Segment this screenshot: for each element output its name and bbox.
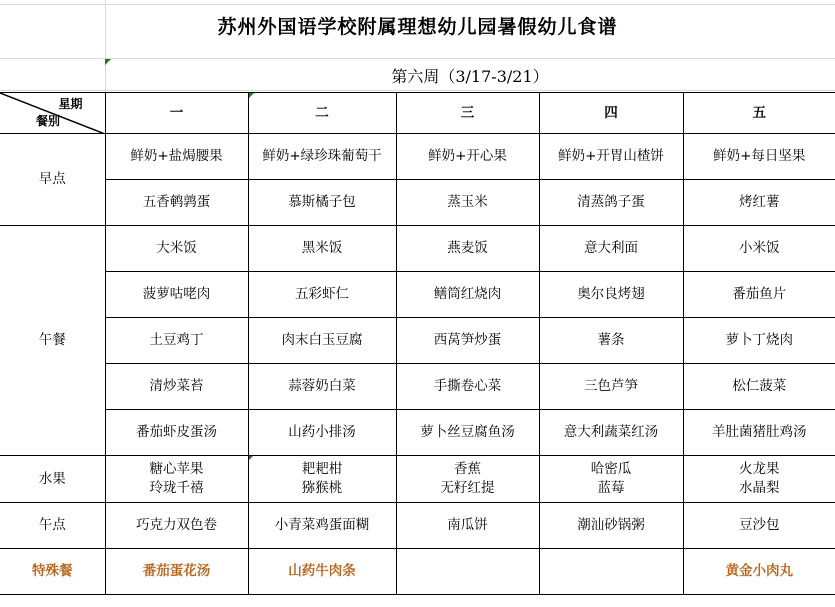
menu-cell: [539, 549, 683, 595]
menu-cell: 蒜蓉奶白菜: [248, 364, 396, 410]
menu-cell: 鲜奶+开胃山楂饼: [539, 134, 683, 180]
menu-cell: 鲜奶+绿珍珠葡萄干: [248, 134, 396, 180]
menu-cell: 萝卜丝豆腐鱼汤: [396, 410, 539, 456]
fruit-item: 糖心苹果: [149, 461, 204, 477]
day-header-5: 五: [683, 93, 835, 134]
fruit-item: 蓝莓: [597, 480, 625, 496]
menu-cell: 三色芦笋: [539, 364, 683, 410]
menu-cell: 小米饭: [683, 226, 835, 272]
menu-cell: 五彩虾仁: [248, 272, 396, 318]
menu-cell: 潮汕砂锅粥: [539, 503, 683, 549]
weekday-axis-label: 星期: [58, 97, 83, 111]
header-row: [0, 93, 835, 134]
menu-cell: 薯条: [539, 318, 683, 364]
menu-cell: 山药牛肉条: [248, 549, 396, 595]
lunch-row: [0, 318, 835, 364]
menu-cell: 鳝筒红烧肉: [396, 272, 539, 318]
menu-cell: [396, 456, 539, 503]
lunch-row: [0, 272, 835, 318]
menu-cell: 鲜奶+每日坚果: [683, 134, 835, 180]
snack-row: [0, 503, 835, 549]
menu-cell: [105, 456, 248, 503]
lunch-label: 午餐: [0, 226, 105, 456]
menu-cell: 清蒸鸽子蛋: [539, 180, 683, 226]
fruit-item: 耙耙柑: [301, 461, 343, 477]
grid-line: [0, 58, 835, 59]
corner-header-cell: [0, 93, 105, 134]
menu-cell: 小青菜鸡蛋面糊: [248, 503, 396, 549]
menu-cell: 黑米饭: [248, 226, 396, 272]
day-header-3: 三: [396, 93, 539, 134]
menu-cell: 萝卜丁烧肉: [683, 318, 835, 364]
special-label: 特殊餐: [0, 549, 105, 595]
day-header-1: 一: [105, 93, 248, 134]
breakfast-row: [0, 134, 835, 180]
menu-cell: 意大利面: [539, 226, 683, 272]
fruit-row: [0, 456, 835, 503]
menu-cell: 巧克力双色卷: [105, 503, 248, 549]
menu-cell: 菠萝咕咾肉: [105, 272, 248, 318]
menu-cell: 南瓜饼: [396, 503, 539, 549]
menu-cell: 奥尔良烤翅: [539, 272, 683, 318]
meal-axis-label: 餐别: [36, 114, 61, 128]
fruit-item: 水晶梨: [739, 480, 780, 496]
menu-cell: 山药小排汤: [248, 410, 396, 456]
menu-cell: 手撕卷心菜: [396, 364, 539, 410]
menu-cell: 意大利蔬菜红汤: [539, 410, 683, 456]
grid-line: [0, 4, 835, 5]
lunch-row: [0, 226, 835, 272]
menu-table: [0, 92, 835, 595]
menu-cell: 鲜奶+盐焗腰果: [105, 134, 248, 180]
grid-line: [0, 90, 835, 91]
snack-label: 午点: [0, 503, 105, 549]
fruit-item: 无籽红提: [440, 480, 495, 496]
menu-cell: 蒸玉米: [396, 180, 539, 226]
menu-cell: [396, 549, 539, 595]
menu-cell: [248, 456, 396, 503]
fruit-item: 猕猴桃: [301, 480, 343, 496]
menu-cell: 番茄虾皮蛋汤: [105, 410, 248, 456]
menu-cell: 燕麦饭: [396, 226, 539, 272]
page-title: 苏州外国语学校附属理想幼儿园暑假幼儿食谱: [217, 16, 618, 38]
fruit-item: 香蕉: [454, 461, 481, 477]
menu-cell: 土豆鸡丁: [105, 318, 248, 364]
breakfast-row: [0, 180, 835, 226]
lunch-row: [0, 364, 835, 410]
day-header-4: 四: [539, 93, 683, 134]
menu-cell: 慕斯橘子包: [248, 180, 396, 226]
menu-cell: 烤红薯: [683, 180, 835, 226]
menu-cell: 鲜奶+开心果: [396, 134, 539, 180]
special-row: [0, 549, 835, 595]
menu-cell: 番茄蛋花汤: [105, 549, 248, 595]
menu-cell: 松仁菠菜: [683, 364, 835, 410]
lunch-row: [0, 410, 835, 456]
fruit-label: 水果: [0, 456, 105, 503]
menu-cell: 羊肚菌猪肚鸡汤: [683, 410, 835, 456]
day-header-2: 二: [248, 93, 396, 134]
menu-cell: 西莴笋炒蛋: [396, 318, 539, 364]
fruit-item: 哈密瓜: [590, 461, 632, 477]
menu-cell: 大米饭: [105, 226, 248, 272]
week-label: 第六周（3/17-3/21）: [391, 67, 549, 86]
menu-cell: 五香鹌鹑蛋: [105, 180, 248, 226]
fruit-item: 火龙果: [739, 461, 780, 477]
breakfast-label: 早点: [0, 134, 105, 226]
menu-cell: 清炒菜苔: [105, 364, 248, 410]
menu-cell: 番茄鱼片: [683, 272, 835, 318]
menu-cell: 豆沙包: [683, 503, 835, 549]
fruit-item: 玲珑千禧: [149, 480, 204, 496]
menu-cell: [539, 456, 683, 503]
menu-cell: [683, 456, 835, 503]
menu-cell: 肉末白玉豆腐: [248, 318, 396, 364]
menu-cell: 黄金小肉丸: [683, 549, 835, 595]
